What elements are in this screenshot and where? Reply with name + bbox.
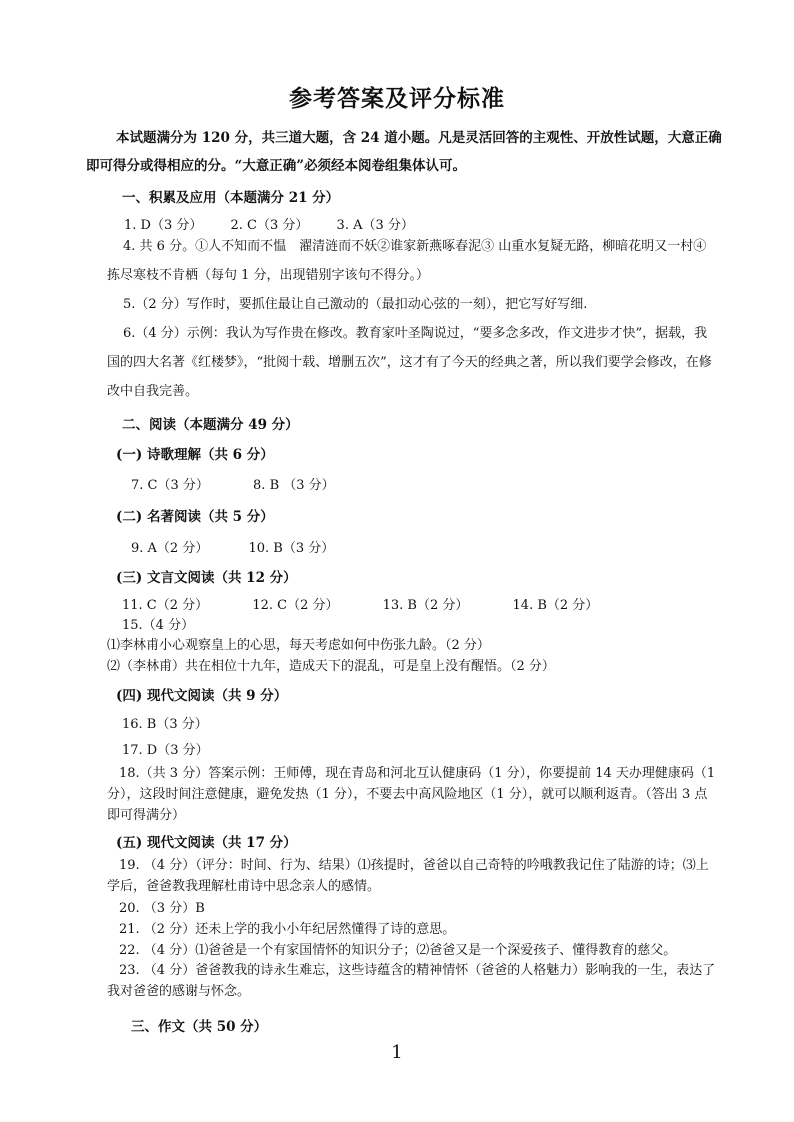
answer-q2: 2. C（3 分） xyxy=(230,218,309,233)
answer-q12: 12. C（2 分） xyxy=(252,598,339,613)
answer-q15-2: ⑵（李林甫）共在相位十九年，造成天下的混乱，可是皇上没有醒悟。（2 分） xyxy=(107,659,555,674)
section3-heading: 三、作文（共 50 分） xyxy=(131,1019,268,1035)
part1-heading: (一) 诗歌理解（共 6 分） xyxy=(116,447,274,463)
part3-heading: (三) 文言文阅读（共 12 分） xyxy=(116,570,297,586)
answer-q3: 3. A（3 分） xyxy=(336,218,414,233)
answer-q9: 9. A（2 分） xyxy=(131,541,209,556)
page-title: 参考答案及评分标准 xyxy=(289,85,505,112)
answer-q6: 6.（4 分）示例：我认为写作贵在修改。教育家叶圣陶说过，“要多念多改，作文进步才快”，据载，我国的四大名著《红楼梦》，“批阅十载、增删五次”，这才有了今天的经典之著，所以我们要学会修改，在修改中自我完善。 xyxy=(107,326,712,399)
answer-q11: 11. C（2 分） xyxy=(122,598,209,613)
section2-heading: 二、阅读（本题满分 49 分） xyxy=(122,417,299,433)
page-number: 1 xyxy=(391,1042,403,1063)
answer-row-7-8 xyxy=(131,474,335,493)
intro-paragraph: 本试题满分为 120 分，共三道大题，含 24 道小题。凡是灵活回答的主观性、开放性试题，大意正确即可得分或得相应的分。“大意正确”必须经本阅卷组集体认可。 xyxy=(86,130,722,174)
section1-heading: 一、积累及应用（本题满分 21 分） xyxy=(122,190,340,206)
answer-q8: 8. B （3 分） xyxy=(253,478,335,493)
answer-q5: 5.（2 分）写作时，要抓住最让自己激动的（最扣动心弦的一刻），把它写好写细. xyxy=(123,297,588,312)
answer-q22: 22. （4 分）⑴爸爸是一个有家国情怀的知识分子；⑵爸爸又是一个深爱孩子、懂得教育的慈父。 xyxy=(119,943,677,958)
part2-heading: (二) 名著阅读（共 5 分） xyxy=(116,509,274,525)
answer-q20: 20. （3 分）B xyxy=(119,901,205,916)
part5-heading: (五) 现代文阅读（共 17 分） xyxy=(116,835,297,851)
answer-row-1-3 xyxy=(124,214,414,233)
answer-q16: 16. B（3 分） xyxy=(122,717,208,732)
answer-q14: 14. B（2 分） xyxy=(512,598,599,613)
answer-q7: 7. C（3 分） xyxy=(131,478,209,493)
answer-q23: 23. （4 分）爸爸教我的诗永生难忘，这些诗蕴含的精神情怀（爸爸的人格魅力）影响我的一生，表达了我对爸爸的感谢与怀念。 xyxy=(107,963,716,999)
answer-row-9-10 xyxy=(131,537,334,556)
answer-q1: 1. D（3 分） xyxy=(124,218,203,233)
answer-q18: 18.（共 3 分）答案示例：王师傅，现在青岛和河北互认健康码（1 分），你要提前 14 天办理健康码（1 分），这段时间注意健康，避免发热（1 分），不要去中高风险地区（1 分），就可以顺利返青。（答出 3 点即可得满分） xyxy=(107,766,716,823)
answer-q17: 17. D（3 分） xyxy=(122,743,209,758)
part4-heading: (四) 现代文阅读（共 9 分） xyxy=(116,688,288,704)
answer-q21: 21. （2 分）还未上学的我小小年纪居然懂得了诗的意思。 xyxy=(119,922,456,937)
answer-row-11-14 xyxy=(122,594,598,613)
answer-q10: 10. B（3 分） xyxy=(248,541,335,556)
answer-q4: 4. 共 6 分。①人不知而不愠 濯清涟而不妖②谁家新燕啄春泥③ 山重水复疑无路，柳暗花明又一村④ 拣尽寒枝不肯栖（每句 1 分，出现错别字该句不得分。） xyxy=(107,239,707,283)
answer-q13: 13. B（2 分） xyxy=(382,598,469,613)
answer-q19: 19. （4 分）（评分：时间、行为、结果）⑴孩提时，爸爸以自己奇特的吟哦教我记住了陆游的诗；⑶上学后，爸爸教我理解杜甫诗中思念亲人的感情。 xyxy=(107,858,709,894)
answer-q15: 15.（4 分） xyxy=(122,618,195,633)
answer-q15-1: ⑴李林甫小心观察皇上的心思，每天考虑如何中伤张九龄。（2 分） xyxy=(107,638,490,653)
